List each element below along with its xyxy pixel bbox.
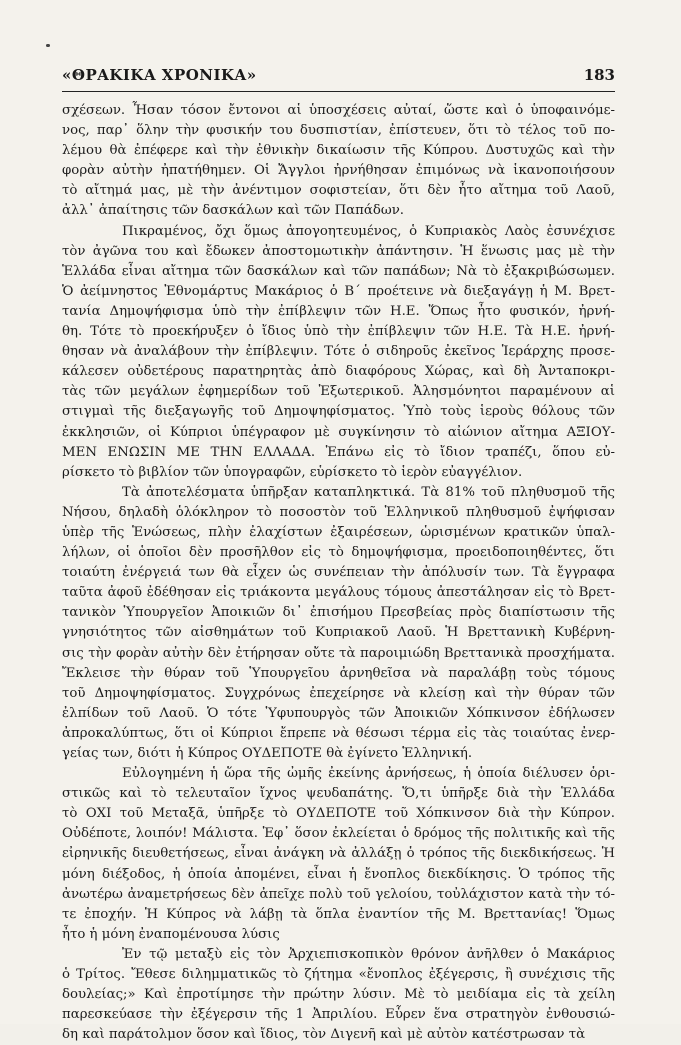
running-title: «ΘΡΑΚΙΚΑ ΧΡΟΝΙΚΑ» — [62, 66, 257, 84]
text-line: ταῦτα ἀφοῦ ἐδέθησαν εἰς τριάκοντα μεγάλους τόμους ἀπεστάλησαν εἰς τὸ Βρετ- — [62, 585, 615, 601]
page-number: 183 — [583, 66, 615, 84]
paragraph — [62, 764, 615, 945]
text-line: Ἔκλεισε τὴν θύραν τοῦ Ὑπουργεῖου ἀρνηθεῖσα νὰ παραλάβῃ τοὺς τόμους — [62, 665, 615, 681]
text-line: ἀνωτέρω ἀναμετρήσεως δὲν ἀπεῖχε πολὺ τοῦ γελοίου, τοὐλάχιστον κατὰ τὴν τό- — [62, 886, 615, 902]
text-line: εἰρηνικῆς διευθετήσεως, εἶναι ἀνάγκη νὰ ἀλλάξῃ ὁ τρόπος τῆς διεκδικήσεως. Ἡ — [62, 846, 615, 862]
text-line: Ἐν τῷ μεταξὺ εἰς τὸν Ἀρχιεπισκοπικὸν θρόνον ἀνῆλθεν ὁ Μακάριος — [122, 946, 615, 962]
text-line: τοῦ Δημοψηφίσματος. Συγχρόνως ἐπεχείρησε νὰ κλείσῃ καὶ τὴν θύραν τῶν — [62, 685, 615, 701]
text-line: ΜΕΝ ΕΝΩΣΙΝ ΜΕ ΤΗΝ ΕΛΛΑΔΑ. Ἐπάνω εἰς τὸ ἴδιον τραπέζι, ὅπου εὐ- — [62, 444, 615, 460]
text-line: τανία Δημοψήφισμα ὑπὸ τὴν ἐπίβλεψιν τῶν Η.Ε. Ὅπως ἦτο φυσικόν, ἠρνή- — [62, 303, 615, 319]
text-line: τε ἐποχήν. Ἡ Κύπρος νὰ λάβῃ τὰ ὅπλα ἐναντίον τῆς Μ. Βρεττανίας! Ὅμως — [62, 906, 615, 922]
text-line: γείας των, διότι ἡ Κύπρος ΟΥΔΕΠΟΤΕ θὰ ἐγίνετο Ἑλληνική. — [62, 746, 473, 761]
text-line: στιγμαὶ τῆς διεξαγωγῆς τοῦ Δημοψηφίσματος. Ὑπὸ τοὺς ἱεροὺς θόλους τῶν — [62, 404, 615, 420]
text-line: τανικὸν Ὑπουργεῖον Ἀποικιῶν δι᾽ ἐπισήμου Πρεσβείας πρὸς διαπίστωσιν τῆς — [62, 605, 615, 621]
text-line: τὰς τῶν μεγάλων ἐφημερίδων τοῦ Ἐξωτερικοῦ. Ἀλησμόνητοι παραμένουν αἱ — [62, 384, 615, 400]
text-line: σις τὴν φορὰν αὐτὴν δὲν ἐτήρησαν οὔτε τὰ παροιμιώδη Βρεττανικὰ προσχήματα. — [62, 645, 615, 661]
text-line: Εὐλογημένη ἡ ὥρα τῆς ὠμῆς ἐκείνης ἀρνήσεως, ἡ ὁποία διέλυσεν ὁρι- — [122, 766, 615, 782]
paragraph — [62, 945, 615, 1045]
text-line: μόνη διέξοδος, ἡ ὁποία ἀπομένει, εἶναι ἡ ἔνοπλος διεκδίκησις. Ὁ τρόπος τῆς — [62, 866, 615, 882]
text-line: νος, παρ᾽ ὅλην τὴν φυσικήν του δυσπιστίαν, ἐπίστευεν, ὅτι τὸ τέλος τοῦ πο- — [62, 123, 615, 139]
text-line: τὸ ΟΧΙ τοῦ Μεταξᾶ, ὑπῆρξε τὸ ΟΥΔΕΠΟΤΕ τοῦ Χόπκινσον διὰ τὴν Κύπρον. — [62, 806, 615, 822]
text-line: ἦτο ἡ μόνη ἐναπομένουσα λύσις — [62, 926, 280, 942]
paragraph — [62, 222, 615, 483]
text-line: τὸν ἀγῶνα του καὶ ἔδωκεν ἀποστομωτικὴν ἀπάντησιν. Ἡ ἕνωσις μας μὲ τὴν — [62, 243, 615, 259]
text-line: δουλείας;» Καὶ ἐπροτίμησε τὴν πρώτην λύσιν. Μὲ τὸ μειδίαμα εἰς τὰ χείλη — [62, 987, 615, 1003]
text-line: στικῶς καὶ τὸ τελευταῖον ἴχνος ψευδαπάτης. Ὅ,τι ὑπῆρξε διὰ τὴν Ἑλλάδα — [62, 786, 615, 802]
text-line: Ὁ ἀείμνηστος Ἐθνομάρτυς Μακάριος ὁ Β´ προέτεινε νὰ διεξαγάγῃ ἡ Μ. Βρετ- — [62, 283, 615, 299]
text-line: Πικραμένος, ὄχι ὅμως ἀπογοητευμένος, ὁ Κυπριακὸς Λαὸς ἐσυνέχισε — [122, 223, 615, 239]
text-line: ἐλπίδων τοῦ Λαοῦ. Ὁ τότε Ὑφυπουργὸς τῶν Ἀποικιῶν Χόπκινσον ἐδήλωσεν — [62, 705, 615, 721]
text-line: Νήσου, δηλαδὴ ὁλόκληρον τὸ ποσοστὸν τοῦ Ἑλληνικοῦ πληθυσμοῦ ἐψήφισαν — [62, 504, 615, 520]
text-line: ἀλλ᾽ ἀπαίτησις τῶν δασκάλων καὶ τῶν Παπάδων. — [62, 203, 405, 219]
text-line: Τὰ ἀποτελέσματα ὑπῆρξαν καταπληκτικά. Τὰ 81% τοῦ πληθυσμοῦ τῆς — [122, 484, 615, 500]
paragraph — [62, 101, 615, 222]
text-line: τὸ αἴτημά μας, μὲ τὴν ἀνέντιμον σοφιστείαν, ὅτι δὲν ἦτο αἴτημα τοῦ Λαοῦ, — [62, 183, 615, 199]
text-line: ρίσκετο τὸ βιβλίον τῶν ὑπογραφῶν, εὑρίσκετο τὸ ἱερὸν εὐαγγέλιον. — [62, 464, 523, 480]
page-header — [62, 66, 615, 90]
text-line: λήλων, οἱ ὁποῖοι δὲν προσῆλθον εἰς τὸ δημοψήφισμα, προειδοποιηθέντες, ὅτι — [62, 545, 615, 561]
text-line: παρεσκεύασε τὴν ἐξέγερσιν τῆς 1 Ἀπριλίου. Εὗρεν ἕνα στρατηγὸν ἐνθουσιώ- — [62, 1007, 615, 1023]
text-line: Ἑλλάδα εἶναι αἴτημα τῶν δασκάλων καὶ τῶν παπάδων; Νὰ τὸ ἐξακριβώσωμεν. — [62, 263, 615, 279]
header-rule — [62, 91, 615, 92]
text-line: φορὰν αὐτὴν ἠπατήθημεν. Οἱ Ἄγγλοι ἠρνήθησαν ἐπιμόνως νὰ ἱκανοποιήσουν — [62, 163, 615, 179]
text-line: ὁ Τρίτος. Ἔθεσε διλημματικῶς τὸ ζήτημα «ἔνοπλος ἐξέγερσις, ἢ συνέχισις τῆς — [62, 967, 615, 983]
text-line: σχέσεων. Ἦσαν τόσον ἔντονοι αἱ ὑποσχέσεις αὐταί, ὥστε καὶ ὁ ὑποφαινόμε- — [62, 103, 615, 118]
text-line: λέμου θὰ ἐπέφερε καὶ τὴν ἐθνικὴν δικαίωσιν τῆς Κύπρου. Δυστυχῶς καὶ τὴν — [62, 143, 615, 159]
text-line: θη. Τότε τὸ προεκήρυξεν ὁ ἴδιος ὑπὸ τὴν ἐπίβλεψιν τῶν Η.Ε. Τὰ Η.Ε. ἠρνή- — [62, 324, 615, 340]
text-line: γνησιότητος τῶν αἰσθημάτων τοῦ Κυπριακοῦ Λαοῦ. Ἡ Βρεττανικὴ Κυβέρνη- — [62, 625, 615, 641]
body-text — [62, 101, 615, 1045]
text-line: θησαν νὰ ἀναλάβουν τὴν ἐπίβλεψιν. Τότε ὁ σιδηροῦς ἐκεῖνος Ἱεράρχης προσε- — [62, 344, 615, 360]
text-line: τοιαύτη ἐνέργειά των θὰ εἶχεν ὡς συνέπειαν τὴν ἀπόλυσίν των. Τὰ ἔγγραφα — [62, 565, 615, 581]
paragraph — [62, 483, 615, 764]
text-line: Οὐδέποτε, λοιπόν! Μάλιστα. Ἐφ᾽ ὅσον ἐκλείεται ὁ δρόμος τῆς πολιτικῆς καὶ τῆς — [62, 826, 615, 842]
text-line: κάλεσεν οὐδετέρους παρατηρητὰς ἀπὸ διαφόρους Χώρας, καὶ δὴ Ἀνταποκρι- — [62, 364, 615, 380]
text-line: ἀπροκαλύπτως, ὅτι οἱ Κύπριοι ἔπρεπε νὰ θέσωσι τέρμα εἰς τὰς τοιαύτας ἐνερ- — [62, 725, 615, 741]
text-line: δη καὶ παράτολμον ὅσον καὶ ἴδιος, τὸν Διγενῆ καὶ μὲ αὐτὸν κατέστρωσαν τὰ — [62, 1027, 586, 1043]
ink-speck — [46, 44, 50, 47]
text-line: ὑπὲρ τῆς Ἑνώσεως, πλὴν ἐλαχίστων ἐξαιρέσεων, ὡρισμένων κρατικῶν ὑπαλ- — [62, 524, 615, 540]
text-line: ἐκκλησιῶν, οἱ Κύπριοι ὑπέγραφον μὲ συγκίνησιν τὸ αἰώνιον αἴτημα ΑΞΙΟΥ- — [62, 424, 615, 440]
